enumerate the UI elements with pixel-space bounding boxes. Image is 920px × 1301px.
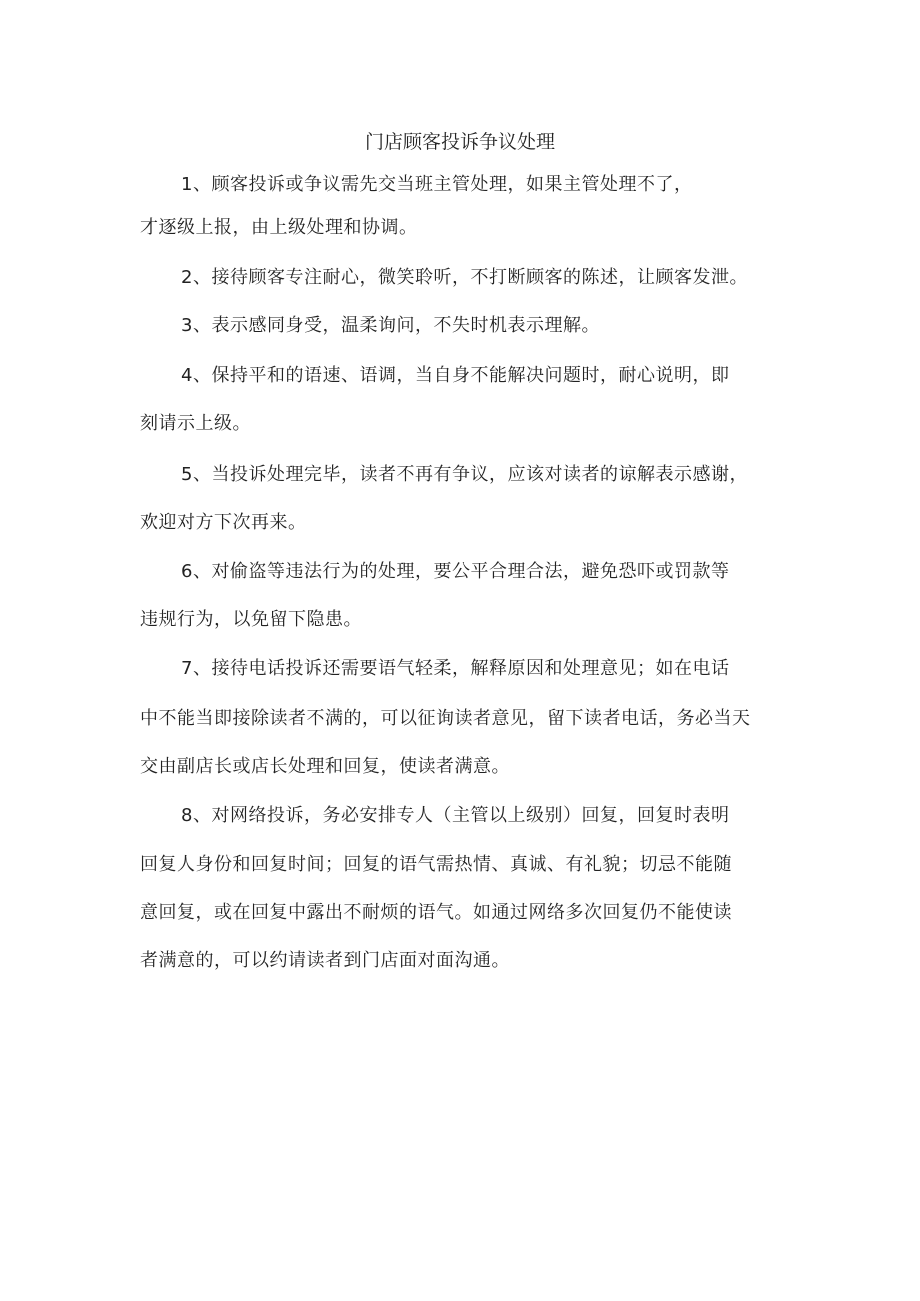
paragraph-8-line-1: 8、对网络投诉，务必安排专人（主管以上级别）回复，回复时表明 (181, 805, 730, 826)
paragraph-7-line-2: 中不能当即接除读者不满的，可以征询读者意见，留下读者电话，务必当天 (140, 708, 751, 729)
paragraph-4-line-1: 4、保持平和的语速、语调，当自身不能解决问题时，耐心说明，即 (181, 365, 730, 386)
paragraph-4-line-2: 刻请示上级。 (140, 413, 251, 434)
paragraph-6-line-1: 6、对偷盗等违法行为的处理，要公平合理合法，避免恐吓或罚款等 (181, 561, 730, 582)
paragraph-1-line-1: 1、顾客投诉或争议需先交当班主管处理，如果主管处理不了， (181, 174, 693, 195)
paragraph-8-line-2: 回复人身份和回复时间；回复的语气需热情、真诚、有礼貌；切忌不能随 (140, 854, 732, 875)
paragraph-3-line-1: 3、表示感同身受，温柔询问，不失时机表示理解。 (181, 315, 600, 336)
paragraph-7-line-3: 交由副店长或店长处理和回复，使读者满意。 (140, 756, 510, 777)
paragraph-2-line-1: 2、接待顾客专注耐心，微笑聆听，不打断顾客的陈述，让顾客发泄。 (181, 267, 748, 288)
paragraph-8-line-4: 者满意的，可以约请读者到门店面对面沟通。 (140, 950, 510, 971)
paragraph-6-line-2: 违规行为，以免留下隐患。 (140, 609, 362, 630)
paragraph-5-line-2: 欢迎对方下次再来。 (140, 512, 307, 533)
paragraph-7-line-1: 7、接待电话投诉还需要语气轻柔，解释原因和处理意见；如在电话 (181, 658, 730, 679)
paragraph-5-line-1: 5、当投诉处理完毕，读者不再有争议，应该对读者的谅解表示感谢， (181, 464, 748, 485)
paragraph-1-line-2: 才逐级上报，由上级处理和协调。 (140, 217, 418, 238)
paragraph-8-line-3: 意回复，或在回复中露出不耐烦的语气。如通过网络多次回复仍不能使读 (140, 902, 732, 923)
document-title: 门店顾客投诉争议处理 (364, 131, 555, 153)
